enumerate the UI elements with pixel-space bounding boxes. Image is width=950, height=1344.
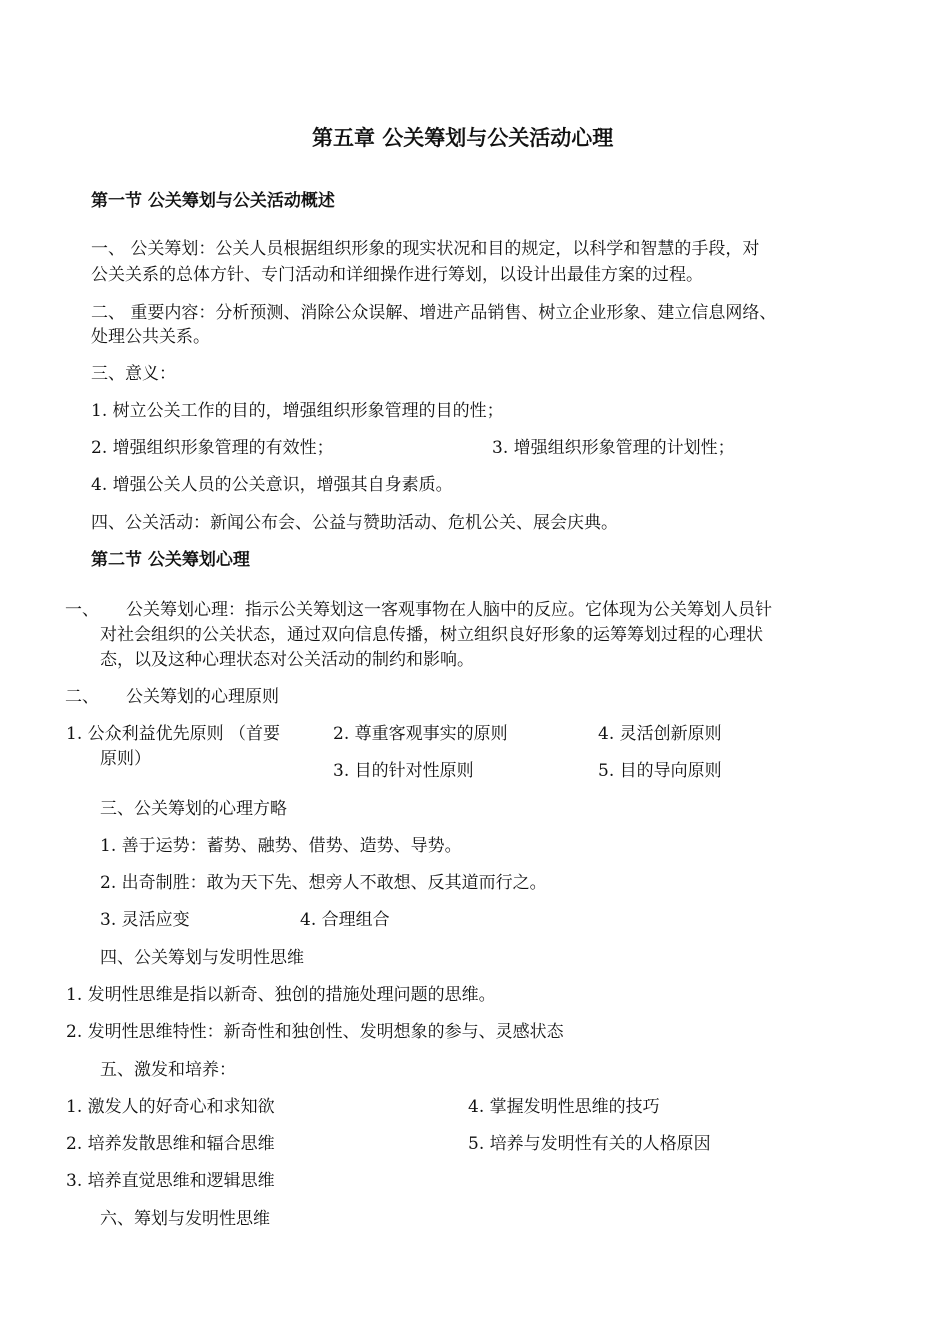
strategy-item-1: 1. 善于运势：蓄势、融势、借势、造势、导势。 [100, 836, 462, 856]
meaning-item-4: 4. 增强公关人员的公关意识，增强其自身素质。 [91, 475, 453, 495]
planning-heading: 六、筹划与发明性思维 [100, 1209, 270, 1229]
chapter-title: 第五章 公关筹划与公关活动心理 [312, 125, 614, 150]
paragraph-2-line-2: 处理公共关系。 [91, 327, 210, 347]
cultivate-heading: 五、激发和培养： [100, 1060, 236, 1080]
psychology-line-1: 公关筹划心理：指示公关筹划这一客观事物在人脑中的反应。它体现为公关筹划人员针 [126, 600, 772, 620]
principle-3: 3. 目的针对性原则 [333, 761, 474, 781]
strategy-item-2: 2. 出奇制胜：敢为天下先、想旁人不敢想、反其道而行之。 [100, 873, 547, 893]
psychology-line-2: 对社会组织的公关状态，通过双向信息传播，树立组织良好形象的运筹筹划过程的心理状 [100, 625, 763, 645]
principle-2: 2. 尊重客观事实的原则 [333, 724, 508, 744]
principle-4: 4. 灵活创新原则 [598, 724, 722, 744]
principles-heading: 公关筹划的心理原则 [126, 687, 279, 707]
strategy-item-4: 4. 合理组合 [300, 910, 390, 930]
principles-num: 二、 [65, 687, 99, 707]
meaning-item-2: 2. 增强组织形象管理的有效性； [91, 438, 334, 458]
principle-1-line-1: 1. 公众利益优先原则 （首要 [66, 724, 281, 744]
strategy-item-3: 3. 灵活应变 [100, 910, 190, 930]
creative-item-1: 1. 发明性思维是指以新奇、独创的措施处理问题的思维。 [66, 985, 496, 1005]
paragraph-1-line-2: 公关关系的总体方针、专门活动和详细操作进行筹划，以设计出最佳方案的过程。 [91, 265, 703, 285]
cultivate-item-4: 4. 掌握发明性思维的技巧 [468, 1097, 660, 1117]
psychology-num: 一、 [65, 600, 99, 620]
meaning-heading: 三、意义： [91, 364, 176, 384]
meaning-item-1: 1. 树立公关工作的目的，增强组织形象管理的目的性； [91, 401, 504, 421]
cultivate-item-1: 1. 激发人的好奇心和求知欲 [66, 1097, 275, 1117]
paragraph-2-line-1: 二、 重要内容：分析预测、消除公众误解、增进产品销售、树立企业形象、建立信息网络、 [91, 303, 777, 323]
cultivate-item-5: 5. 培养与发明性有关的人格原因 [468, 1134, 711, 1154]
cultivate-item-3: 3. 培养直觉思维和逻辑思维 [66, 1171, 275, 1191]
section-heading-1: 第一节 公关筹划与公关活动概述 [91, 191, 335, 211]
paragraph-1-line-1: 一、 公关筹划：公关人员根据组织形象的现实状况和目的规定，以科学和智慧的手段，对 [91, 239, 760, 259]
activities-paragraph: 四、公关活动：新闻公布会、公益与赞助活动、危机公关、展会庆典。 [91, 513, 618, 533]
principle-1-line-2: 原则） [100, 749, 151, 769]
cultivate-item-2: 2. 培养发散思维和辐合思维 [66, 1134, 275, 1154]
principle-5: 5. 目的导向原则 [598, 761, 722, 781]
psychology-line-3: 态，以及这种心理状态对公关活动的制约和影响。 [100, 650, 474, 670]
section-heading-2: 第二节 公关筹划心理 [91, 550, 250, 570]
meaning-item-3: 3. 增强组织形象管理的计划性； [492, 438, 735, 458]
creative-heading: 四、公关筹划与发明性思维 [100, 948, 304, 968]
strategy-heading: 三、公关筹划的心理方略 [100, 799, 287, 819]
creative-item-2: 2. 发明性思维特性：新奇性和独创性、发明想象的参与、灵感状态 [66, 1022, 564, 1042]
